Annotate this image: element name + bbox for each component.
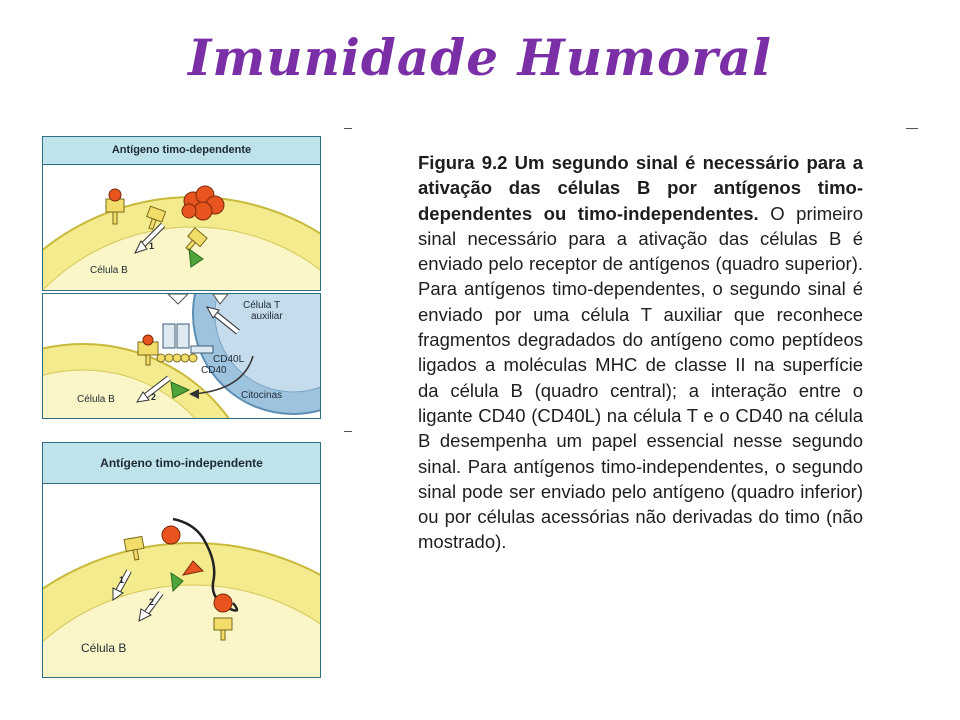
- antigen-epitope-2: [214, 594, 232, 612]
- signal-1-label: 1: [149, 241, 155, 251]
- t-cell-receptor: [163, 324, 189, 348]
- b-cell-label: Célula B: [90, 265, 128, 276]
- t-cell-label-line2: auxiliar: [251, 311, 283, 322]
- cd40-label: CD40: [201, 365, 227, 376]
- antigen-epitope-1: [162, 526, 180, 544]
- cd40l-bar: [191, 346, 213, 353]
- caption-bold: Figura 9.2 Um segundo sinal é necessário para a ativação das células B por antígenos timo-dependentes ou timo-independentes.: [418, 152, 863, 224]
- b-cell-label: Célula B: [81, 641, 127, 655]
- top-panel-header: Antígeno timo-dependente: [43, 137, 320, 165]
- b-cell-label: Célula B: [77, 394, 115, 405]
- scan-mark: [344, 128, 352, 129]
- signal-1-label: 1: [119, 575, 125, 585]
- cd40l-label: CD40L: [213, 354, 245, 365]
- signal-2-label: 2: [149, 597, 155, 607]
- caption-text: O primeiro sinal necessário para a ativação das células B é enviado pelo receptor de antígenos (quadro superior). Para antígenos timo-dependentes, o segundo sinal é enviado por uma célula T auxiliar que reconhece fragmentos degradados do antígeno como peptídeos ligados a moléculas MHC de classe II na superfície da célula B (quadro central); a interação entre o ligante CD40 (CD40L) na célula T e o CD40 na célula B desempenha um papel essencial nesse segundo sinal. Para antígenos timo-independentes, o segundo sinal pode ser enviado pelo antígeno (quadro inferior) ou por células acessórias não derivadas do timo (não mostrado).: [418, 202, 863, 553]
- cytokines-label: Citocinas: [241, 390, 283, 401]
- figure-caption: [418, 150, 863, 555]
- scan-mark: [344, 431, 352, 432]
- panel-t-cell-help: [42, 293, 321, 419]
- panel-thymus-dependent: [42, 136, 321, 291]
- scan-mark: [906, 128, 918, 129]
- panel-thymus-independent: [42, 442, 321, 678]
- cd40-beads: [157, 354, 197, 362]
- t-cell-label-line1: Célula T: [243, 300, 281, 311]
- signal-2-label: 2: [151, 392, 157, 402]
- bottom-panel-header: Antígeno timo-independente: [43, 443, 320, 484]
- slide-title: Imunidade Humoral: [187, 28, 773, 87]
